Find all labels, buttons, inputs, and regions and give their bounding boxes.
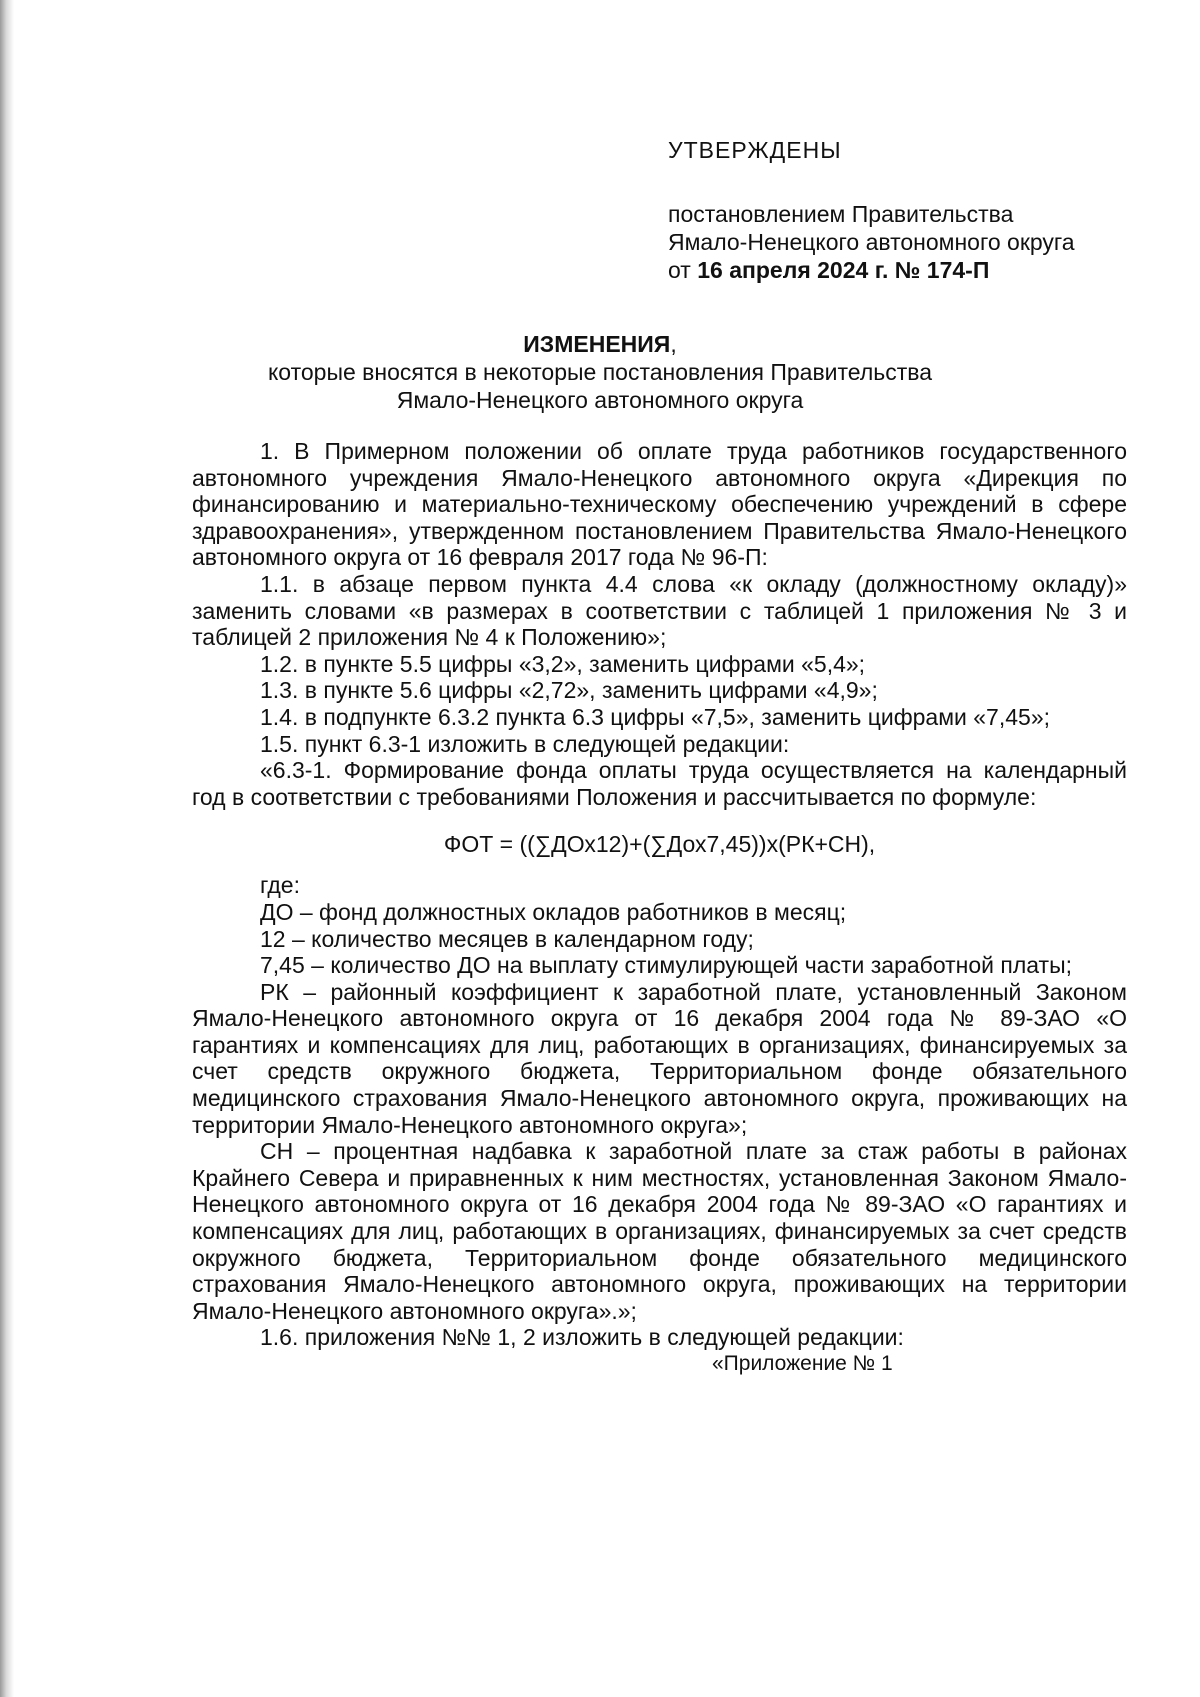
approval-date-prefix: от [668,257,698,283]
approval-block [668,136,1138,284]
document-subtitle-line-2: Ямало-Ненецкого автономного округа [396,387,804,413]
document-subtitle-line-1: которые вносятся в некоторые постановления Правительства [267,359,933,385]
definition-7-45: 7,45 – количество ДО на выплату стимулирующей части заработной платы; [260,952,1072,979]
definition-sn: СН – процентная надбавка к заработной плате за стаж работы в районах Крайнего Севера и приравненных к ним местностях, установленная Законом Ямало-Ненецкого автономного округа от 16 декабря 2004 года № 89-ЗАО «О гарантиях и компенсациях для лиц, работающих в организациях, финансируемых за счет средств окружного бюджета, Территориальном фонде обязательного медицинского страхования Ямало-Ненецкого автономного округа, проживающих на территории Ямало-Ненецкого автономного округа».»; [192,1138,1127,1324]
approval-date-line [668,256,1138,284]
formula: ФОТ = ((∑ДОх12)+(∑Дох7,45))х(РК+СН), [443,831,876,858]
definition-12: 12 – количество месяцев в календарном году; [260,925,754,952]
paragraph-1-4: 1.4. в подпункте 6.3.2 пункта 6.3 цифры «7,5», заменить цифрами «7,45»; [260,703,1051,730]
paragraph-1-6: 1.6. приложения №№ 1, 2 изложить в следующей редакции: [260,1324,904,1351]
where-label: где: [260,872,300,899]
document-body [192,438,1127,1377]
definition-do: ДО – фонд должностных окладов работников в месяц; [260,898,847,925]
approval-line-1: постановлением Правительства [668,201,1014,227]
document-heading [180,330,1020,414]
document-title: ИЗМЕНЕНИЯ [523,331,671,357]
paragraph-1-3: 1.3. в пункте 5.6 цифры «2,72», заменить цифрами «4,9»; [260,677,878,704]
paragraph-1-5: 1.5. пункт 6.3-1 изложить в следующей редакции: [260,730,790,757]
approval-date-value: 16 апреля 2024 г. № 174-П [697,257,990,283]
approval-word: УТВЕРЖДЕНЫ [668,137,842,163]
definition-rk: РК – районный коэффициент к заработной плате, установленный Законом Ямало-Ненецкого автономного округа от 16 декабря 2004 года № 89-ЗАО «О гарантиях и компенсациях для лиц, работающих в организациях, финансируемых за счет средств окружного бюджета, Территориальном фонде обязательного медицинского страхования Ямало-Ненецкого автономного округа, проживающих на территории Ямало-Ненецкого автономного округа»; [192,978,1127,1138]
paragraph-1-2: 1.2. в пункте 5.5 цифры «3,2», заменить цифрами «5,4»; [260,650,866,677]
document-title-suffix: , [670,331,677,357]
approval-line-2: Ямало-Ненецкого автономного округа [668,229,1075,255]
paragraph-6-3-1: «6.3-1. Формирование фонда оплаты труда осуществляется на календарный год в соответствии с требованиями Положения и рассчитывается по формуле: [192,757,1127,810]
paragraph-1: 1. В Примерном положении об оплате труда работников государственного автономного учреждения Ямало-Ненецкого автономного округа «Дирекция по финансированию и материально-техническому обеспечению учреждений в сфере здравоохранения», утвержденном постановлением Правительства Ямало-Ненецкого автономного округа от 16 февраля 2017 года № 96-П: [192,438,1127,571]
paragraph-1-1: 1.1. в абзаце первом пункта 4.4 слова «к окладу (должностному окладу)» заменить словами «в размерах в соответствии с таблицей 1 приложения № 3 и таблицей 2 приложения № 4 к Положению»; [192,570,1127,651]
appendix-heading: «Приложение № 1 [712,1352,893,1375]
